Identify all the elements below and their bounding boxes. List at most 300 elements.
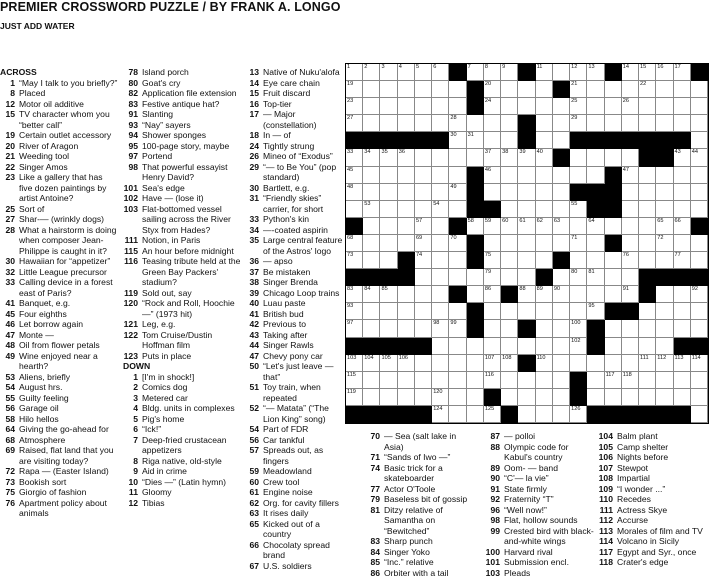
grid-cell[interactable] [656, 372, 673, 389]
grid-cell[interactable] [587, 355, 604, 372]
grid-cell[interactable] [398, 201, 415, 218]
grid-cell[interactable] [587, 218, 604, 235]
grid-cell[interactable] [587, 269, 604, 286]
grid-cell[interactable] [363, 218, 380, 235]
grid-cell[interactable] [363, 115, 380, 132]
grid-cell[interactable] [518, 269, 535, 286]
grid-cell[interactable] [415, 303, 432, 320]
grid-cell[interactable] [674, 81, 691, 98]
grid-cell[interactable] [656, 320, 673, 337]
grid-cell[interactable] [656, 355, 673, 372]
grid-cell[interactable] [605, 355, 622, 372]
grid-cell[interactable] [639, 252, 656, 269]
grid-cell[interactable] [536, 115, 553, 132]
grid-cell[interactable] [691, 320, 708, 337]
grid-cell[interactable] [484, 64, 501, 81]
grid-cell[interactable] [691, 286, 708, 303]
grid-cell[interactable] [587, 167, 604, 184]
grid-cell[interactable] [432, 167, 449, 184]
grid-cell[interactable] [449, 115, 466, 132]
grid-cell[interactable] [501, 303, 518, 320]
grid-cell[interactable] [380, 64, 397, 81]
grid-cell[interactable] [536, 355, 553, 372]
grid-cell[interactable] [691, 235, 708, 252]
grid-cell[interactable] [691, 355, 708, 372]
grid-cell[interactable] [656, 389, 673, 406]
grid-cell[interactable] [467, 355, 484, 372]
grid-cell[interactable] [622, 252, 639, 269]
grid-cell[interactable] [536, 167, 553, 184]
grid-cell[interactable] [587, 235, 604, 252]
grid-cell[interactable] [398, 81, 415, 98]
grid-cell[interactable] [605, 149, 622, 166]
grid-cell[interactable] [553, 235, 570, 252]
grid-cell[interactable] [363, 167, 380, 184]
grid-cell[interactable] [484, 338, 501, 355]
grid-cell[interactable] [415, 320, 432, 337]
grid-cell[interactable] [484, 406, 501, 423]
grid-cell[interactable] [691, 184, 708, 201]
grid-cell[interactable] [363, 252, 380, 269]
grid-cell[interactable] [674, 167, 691, 184]
grid-cell[interactable] [398, 167, 415, 184]
grid-cell[interactable] [518, 286, 535, 303]
grid-cell[interactable] [432, 338, 449, 355]
grid-cell[interactable] [656, 81, 673, 98]
grid-cell[interactable] [415, 355, 432, 372]
grid-cell[interactable] [432, 286, 449, 303]
grid-cell[interactable] [380, 167, 397, 184]
grid-cell[interactable] [449, 320, 466, 337]
grid-cell[interactable] [398, 218, 415, 235]
grid-cell[interactable] [380, 355, 397, 372]
grid-cell[interactable] [432, 64, 449, 81]
grid-cell[interactable] [605, 320, 622, 337]
grid-cell[interactable] [432, 98, 449, 115]
grid-cell[interactable] [691, 132, 708, 149]
grid-cell[interactable] [484, 269, 501, 286]
grid-cell[interactable] [622, 389, 639, 406]
grid-cell[interactable] [570, 149, 587, 166]
grid-cell[interactable] [570, 201, 587, 218]
grid-cell[interactable] [639, 167, 656, 184]
grid-cell[interactable] [656, 167, 673, 184]
grid-cell[interactable] [553, 303, 570, 320]
grid-cell[interactable] [432, 184, 449, 201]
grid-cell[interactable] [467, 218, 484, 235]
grid-cell[interactable] [415, 235, 432, 252]
grid-cell[interactable] [484, 149, 501, 166]
grid-cell[interactable] [432, 81, 449, 98]
grid-cell[interactable] [346, 235, 363, 252]
grid-cell[interactable] [570, 167, 587, 184]
grid-cell[interactable] [674, 355, 691, 372]
grid-cell[interactable] [363, 320, 380, 337]
grid-cell[interactable] [432, 149, 449, 166]
grid-cell[interactable] [691, 252, 708, 269]
grid-cell[interactable] [622, 115, 639, 132]
grid-cell[interactable] [656, 286, 673, 303]
grid-cell[interactable] [467, 406, 484, 423]
grid-cell[interactable] [415, 184, 432, 201]
grid-cell[interactable] [674, 218, 691, 235]
grid-cell[interactable] [570, 320, 587, 337]
grid-cell[interactable] [587, 372, 604, 389]
grid-cell[interactable] [363, 98, 380, 115]
grid-cell[interactable] [691, 389, 708, 406]
grid-cell[interactable] [449, 269, 466, 286]
grid-cell[interactable] [674, 372, 691, 389]
grid-cell[interactable] [501, 64, 518, 81]
grid-cell[interactable] [449, 406, 466, 423]
grid-cell[interactable] [587, 81, 604, 98]
grid-cell[interactable] [432, 406, 449, 423]
grid-cell[interactable] [449, 235, 466, 252]
grid-cell[interactable] [674, 201, 691, 218]
grid-cell[interactable] [415, 372, 432, 389]
grid-cell[interactable] [346, 81, 363, 98]
grid-cell[interactable] [553, 389, 570, 406]
grid-cell[interactable] [587, 149, 604, 166]
grid-cell[interactable] [501, 235, 518, 252]
grid-cell[interactable] [432, 201, 449, 218]
grid-cell[interactable] [467, 372, 484, 389]
grid-cell[interactable] [501, 320, 518, 337]
grid-cell[interactable] [553, 167, 570, 184]
grid-cell[interactable] [501, 149, 518, 166]
grid-cell[interactable] [380, 389, 397, 406]
grid-cell[interactable] [501, 269, 518, 286]
grid-cell[interactable] [432, 235, 449, 252]
grid-cell[interactable] [346, 167, 363, 184]
grid-cell[interactable] [363, 372, 380, 389]
grid-cell[interactable] [570, 338, 587, 355]
grid-cell[interactable] [449, 167, 466, 184]
grid-cell[interactable] [553, 115, 570, 132]
grid-cell[interactable] [570, 303, 587, 320]
grid-cell[interactable] [484, 98, 501, 115]
grid-cell[interactable] [605, 338, 622, 355]
grid-cell[interactable] [622, 201, 639, 218]
grid-cell[interactable] [501, 389, 518, 406]
grid-cell[interactable] [674, 286, 691, 303]
grid-cell[interactable] [415, 269, 432, 286]
grid-cell[interactable] [449, 252, 466, 269]
grid-cell[interactable] [363, 355, 380, 372]
grid-cell[interactable] [467, 269, 484, 286]
grid-cell[interactable] [639, 218, 656, 235]
grid-cell[interactable] [415, 218, 432, 235]
grid-cell[interactable] [605, 98, 622, 115]
grid-cell[interactable] [467, 115, 484, 132]
grid-cell[interactable] [622, 338, 639, 355]
grid-cell[interactable] [553, 355, 570, 372]
grid-cell[interactable] [398, 372, 415, 389]
grid-cell[interactable] [501, 81, 518, 98]
grid-cell[interactable] [363, 389, 380, 406]
grid-cell[interactable] [587, 115, 604, 132]
grid-cell[interactable] [346, 115, 363, 132]
grid-cell[interactable] [501, 218, 518, 235]
grid-cell[interactable] [605, 372, 622, 389]
grid-cell[interactable] [484, 372, 501, 389]
grid-cell[interactable] [587, 98, 604, 115]
grid-cell[interactable] [346, 98, 363, 115]
grid-cell[interactable] [674, 64, 691, 81]
grid-cell[interactable] [484, 115, 501, 132]
grid-cell[interactable] [622, 64, 639, 81]
grid-cell[interactable] [622, 235, 639, 252]
grid-cell[interactable] [656, 201, 673, 218]
grid-cell[interactable] [501, 167, 518, 184]
grid-cell[interactable] [570, 218, 587, 235]
grid-cell[interactable] [639, 201, 656, 218]
grid-cell[interactable] [570, 98, 587, 115]
grid-cell[interactable] [518, 167, 535, 184]
grid-cell[interactable] [449, 372, 466, 389]
grid-cell[interactable] [570, 235, 587, 252]
grid-cell[interactable] [656, 98, 673, 115]
grid-cell[interactable] [415, 201, 432, 218]
grid-cell[interactable] [380, 286, 397, 303]
grid-cell[interactable] [432, 269, 449, 286]
grid-cell[interactable] [639, 372, 656, 389]
grid-cell[interactable] [605, 81, 622, 98]
grid-cell[interactable] [380, 184, 397, 201]
grid-cell[interactable] [501, 201, 518, 218]
grid-cell[interactable] [639, 320, 656, 337]
grid-cell[interactable] [415, 64, 432, 81]
grid-cell[interactable] [449, 201, 466, 218]
grid-cell[interactable] [536, 235, 553, 252]
grid-cell[interactable] [501, 338, 518, 355]
grid-cell[interactable] [605, 252, 622, 269]
grid-cell[interactable] [587, 389, 604, 406]
grid-cell[interactable] [622, 218, 639, 235]
grid-cell[interactable] [363, 149, 380, 166]
grid-cell[interactable] [432, 355, 449, 372]
grid-cell[interactable] [587, 303, 604, 320]
grid-cell[interactable] [605, 115, 622, 132]
grid-cell[interactable] [363, 184, 380, 201]
grid-cell[interactable] [380, 218, 397, 235]
grid-cell[interactable] [536, 98, 553, 115]
grid-cell[interactable] [536, 372, 553, 389]
grid-cell[interactable] [553, 201, 570, 218]
grid-cell[interactable] [518, 218, 535, 235]
grid-cell[interactable] [656, 235, 673, 252]
grid-cell[interactable] [639, 355, 656, 372]
grid-cell[interactable] [639, 81, 656, 98]
grid-cell[interactable] [484, 286, 501, 303]
grid-cell[interactable] [346, 201, 363, 218]
grid-cell[interactable] [484, 81, 501, 98]
grid-cell[interactable] [536, 184, 553, 201]
grid-cell[interactable] [656, 184, 673, 201]
grid-cell[interactable] [415, 389, 432, 406]
grid-cell[interactable] [587, 64, 604, 81]
grid-cell[interactable] [639, 338, 656, 355]
grid-cell[interactable] [691, 201, 708, 218]
grid-cell[interactable] [484, 218, 501, 235]
grid-cell[interactable] [691, 149, 708, 166]
grid-cell[interactable] [691, 406, 708, 423]
grid-cell[interactable] [432, 115, 449, 132]
grid-cell[interactable] [449, 355, 466, 372]
grid-cell[interactable] [449, 389, 466, 406]
grid-cell[interactable] [518, 406, 535, 423]
grid-cell[interactable] [415, 167, 432, 184]
grid-cell[interactable] [622, 269, 639, 286]
grid-cell[interactable] [380, 201, 397, 218]
grid-cell[interactable] [553, 98, 570, 115]
grid-cell[interactable] [656, 64, 673, 81]
grid-cell[interactable] [398, 98, 415, 115]
grid-cell[interactable] [467, 64, 484, 81]
grid-cell[interactable] [415, 252, 432, 269]
grid-cell[interactable] [605, 389, 622, 406]
grid-cell[interactable] [622, 167, 639, 184]
grid-cell[interactable] [346, 303, 363, 320]
grid-cell[interactable] [398, 184, 415, 201]
grid-cell[interactable] [415, 98, 432, 115]
grid-cell[interactable] [346, 184, 363, 201]
grid-cell[interactable] [501, 184, 518, 201]
grid-cell[interactable] [639, 235, 656, 252]
grid-cell[interactable] [398, 355, 415, 372]
grid-cell[interactable] [484, 235, 501, 252]
grid-cell[interactable] [536, 132, 553, 149]
grid-cell[interactable] [605, 218, 622, 235]
grid-cell[interactable] [484, 167, 501, 184]
grid-cell[interactable] [449, 81, 466, 98]
grid-cell[interactable] [553, 269, 570, 286]
grid-cell[interactable] [484, 320, 501, 337]
grid-cell[interactable] [449, 132, 466, 149]
grid-cell[interactable] [432, 303, 449, 320]
grid-cell[interactable] [380, 98, 397, 115]
grid-cell[interactable] [570, 355, 587, 372]
grid-cell[interactable] [518, 252, 535, 269]
grid-cell[interactable] [553, 406, 570, 423]
grid-cell[interactable] [622, 149, 639, 166]
grid-cell[interactable] [553, 338, 570, 355]
grid-cell[interactable] [363, 235, 380, 252]
grid-cell[interactable] [570, 81, 587, 98]
grid-cell[interactable] [398, 235, 415, 252]
grid-cell[interactable] [518, 372, 535, 389]
grid-cell[interactable] [639, 184, 656, 201]
grid-cell[interactable] [449, 338, 466, 355]
grid-cell[interactable] [622, 81, 639, 98]
grid-cell[interactable] [674, 252, 691, 269]
grid-cell[interactable] [398, 149, 415, 166]
grid-cell[interactable] [432, 389, 449, 406]
grid-cell[interactable] [553, 218, 570, 235]
grid-cell[interactable] [467, 132, 484, 149]
grid-cell[interactable] [346, 252, 363, 269]
grid-cell[interactable] [346, 64, 363, 81]
grid-cell[interactable] [622, 184, 639, 201]
grid-cell[interactable] [674, 184, 691, 201]
grid-cell[interactable] [605, 286, 622, 303]
grid-cell[interactable] [691, 303, 708, 320]
grid-cell[interactable] [674, 115, 691, 132]
grid-cell[interactable] [346, 389, 363, 406]
grid-cell[interactable] [501, 372, 518, 389]
grid-cell[interactable] [536, 303, 553, 320]
grid-cell[interactable] [363, 201, 380, 218]
grid-cell[interactable] [518, 338, 535, 355]
grid-cell[interactable] [587, 252, 604, 269]
grid-cell[interactable] [501, 132, 518, 149]
grid-cell[interactable] [518, 98, 535, 115]
grid-cell[interactable] [536, 252, 553, 269]
grid-cell[interactable] [536, 81, 553, 98]
grid-cell[interactable] [346, 372, 363, 389]
grid-cell[interactable] [415, 286, 432, 303]
grid-cell[interactable] [380, 252, 397, 269]
grid-cell[interactable] [449, 98, 466, 115]
grid-cell[interactable] [380, 320, 397, 337]
grid-cell[interactable] [484, 252, 501, 269]
grid-cell[interactable] [484, 303, 501, 320]
grid-cell[interactable] [363, 286, 380, 303]
grid-cell[interactable] [432, 252, 449, 269]
grid-cell[interactable] [380, 372, 397, 389]
grid-cell[interactable] [380, 303, 397, 320]
grid-cell[interactable] [656, 115, 673, 132]
grid-cell[interactable] [622, 320, 639, 337]
grid-cell[interactable] [398, 389, 415, 406]
grid-cell[interactable] [674, 303, 691, 320]
grid-cell[interactable] [536, 201, 553, 218]
grid-cell[interactable] [691, 98, 708, 115]
grid-cell[interactable] [570, 406, 587, 423]
grid-cell[interactable] [622, 372, 639, 389]
grid-cell[interactable] [346, 149, 363, 166]
grid-cell[interactable] [656, 218, 673, 235]
grid-cell[interactable] [518, 201, 535, 218]
grid-cell[interactable] [536, 406, 553, 423]
grid-cell[interactable] [674, 389, 691, 406]
grid-cell[interactable] [380, 81, 397, 98]
grid-cell[interactable] [691, 115, 708, 132]
grid-cell[interactable] [518, 235, 535, 252]
grid-cell[interactable] [346, 355, 363, 372]
grid-cell[interactable] [553, 64, 570, 81]
grid-cell[interactable] [449, 149, 466, 166]
grid-cell[interactable] [363, 64, 380, 81]
grid-cell[interactable] [674, 149, 691, 166]
grid-cell[interactable] [484, 355, 501, 372]
grid-cell[interactable] [674, 320, 691, 337]
grid-cell[interactable] [570, 252, 587, 269]
grid-cell[interactable] [674, 235, 691, 252]
grid-cell[interactable] [467, 389, 484, 406]
grid-cell[interactable] [570, 64, 587, 81]
grid-cell[interactable] [398, 320, 415, 337]
grid-cell[interactable] [570, 269, 587, 286]
grid-cell[interactable] [398, 115, 415, 132]
grid-cell[interactable] [691, 81, 708, 98]
grid-cell[interactable] [536, 64, 553, 81]
grid-cell[interactable] [380, 149, 397, 166]
grid-cell[interactable] [398, 64, 415, 81]
grid-cell[interactable] [467, 149, 484, 166]
grid-cell[interactable] [501, 115, 518, 132]
grid-cell[interactable] [553, 286, 570, 303]
